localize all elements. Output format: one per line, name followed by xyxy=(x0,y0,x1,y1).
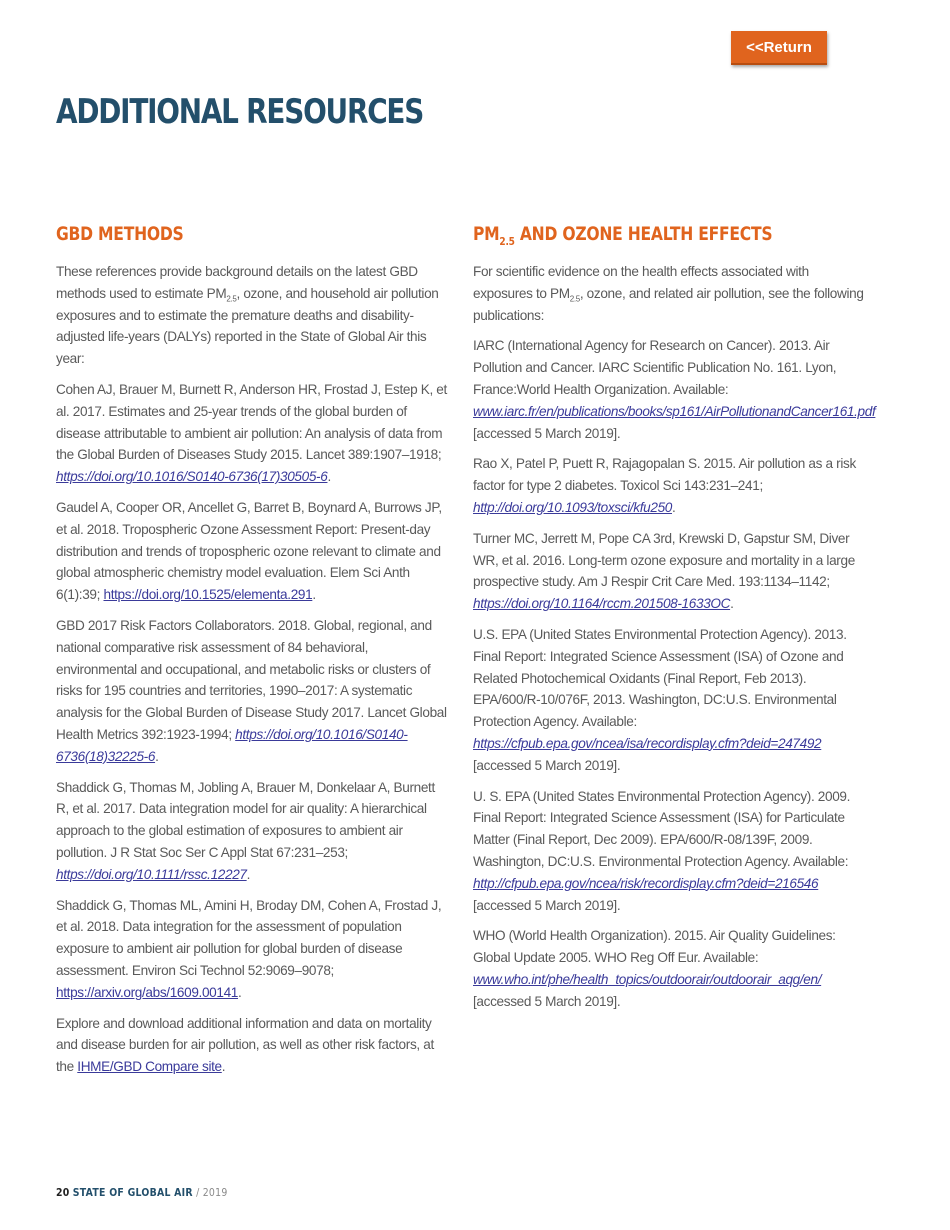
reference-link[interactable]: https://cfpub.epa.gov/ncea/isa/recordisplay.cfm?deid=247492 xyxy=(473,735,822,751)
reference-item: Cohen AJ, Brauer M, Burnett R, Anderson HR, Frostad J, Estep K, et al. 2017. Estimates and 25-year trends of the global burden of disease attributable to ambient air pollution: An analysis of data from the Global Burden of Diseases Study 2015. Lancet 389:1907–1918; https://doi.org/10.1016/S0140-6736(17)30505-6. xyxy=(56,381,447,485)
reference-item: U.S. EPA (United States Environmental Protection Agency). 2013. Final Report: Integrated Science Assessment (ISA) of Ozone and Related Photochemical Oxidants (Final Report, Feb 2013). EPA/600/R-10/076F, 2013. Washington, DC:U.S. Environmental Protection Agency. Available: https://cfpub.epa.gov/ncea/isa/recordisplay.cfm?deid=247492 [accessed 5 March 2019]. xyxy=(473,626,847,773)
health-effects-heading: $PM_{2.5}$ AND OZONE HEALTH EFFECTS xyxy=(473,223,773,248)
page-number: 20 xyxy=(56,1186,70,1199)
footer-separator: / xyxy=(192,1186,203,1199)
reference-item: WHO (World Health Organization). 2015. Air Quality Guidelines: Global Update 2005. WHO Reg Off Eur. Available: www.who.int/phe/health_topics/outdoorair/outdoorair_aqg/en/ [accessed 5 March 2019]. xyxy=(473,928,836,1009)
reference-item: U. S. EPA (United States Environmental Protection Agency). 2009. Final Report: Integrated Science Assessment (ISA) for Particulate Matter (Final Report, Dec 2009). EPA/600/R-08/139F, 2009. Washington, DC:U.S. Environmental Protection Agency. Available: http://cfpub.epa.gov/ncea/risk/recordisplay.cfm?deid=216546 [accessed 5 March 2019]. xyxy=(473,788,851,913)
reference-item: IARC (International Agency for Research on Cancer). 2013. Air Pollution and Cancer. IARC Scientific Publication No. 161. Lyon, France:World Health Organization. Available: www.iarc.fr/en/publications/books/sp161/AirPollutionandCancer161.pdf [accessed 5 March 2019]. xyxy=(473,338,876,441)
gbd-methods-intro: These references provide background details on the latest GBD methods used to estimate $PM_{2.5}$, ozone, and household air pollution exposures and to estimate the premature deaths and disability-adjusted life-years (DALYs) reported in the State of Global Air this year: xyxy=(56,264,439,367)
page-footer xyxy=(56,1186,228,1199)
gbd-methods-column xyxy=(56,224,450,1087)
ihme-gbd-compare-link[interactable]: IHME/GBD Compare site xyxy=(77,1059,222,1075)
publication-name: STATE OF GLOBAL AIR xyxy=(72,1186,193,1199)
reference-link[interactable]: https://doi.org/10.1164/rccm.201508-1633OC xyxy=(473,596,731,612)
reference-item: GBD 2017 Risk Factors Collaborators. 2018. Global, regional, and national comparative risk assessment of 84 behavioral, environmental and occupational, and metabolic risks or clusters of risks for 195 countries and territories, 1990–2017: A systematic analysis for the Global Burden of Disease Study 2017. Lancet Global Health Metrics 392:1923-1994; https://doi.org/10.1016/S0140-6736(18)32225-6. xyxy=(56,617,447,764)
reference-link[interactable]: https://doi.org/10.1016/S0140-6736(18)32225-6 xyxy=(56,726,408,764)
reference-link[interactable]: http://doi.org/10.1093/toxsci/kfu250 xyxy=(473,499,672,515)
reference-item: Turner MC, Jerrett M, Pope CA 3rd, Krewski D, Gapstur SM, Diver WR, et al. 2016. Long-term ozone exposure and mortality in a large prospective study. Am J Respir Crit Care Med. 193:1134–1142; https://doi.org/10.1164/rccm.201508-1633OC. xyxy=(473,530,855,612)
reference-item: Gaudel A, Cooper OR, Ancellet G, Barret B, Boynard A, Burrows JP, et al. 2018. Tropospheric Ozone Assessment Report: Present-day distribution and trends of tropospheric ozone relevant to climate and global atmospheric chemistry model evaluation. Elem Sci Anth 6(1):39; https://doi.org/10.1525/elementa.291. xyxy=(56,499,442,603)
page-title: ADDITIONAL RESOURCES xyxy=(56,92,424,132)
return-button[interactable]: <<Return xyxy=(731,31,827,65)
gbd-methods-heading: GBD METHODS xyxy=(56,223,184,245)
reference-item: Shaddick G, Thomas ML, Amini H, Broday DM, Cohen A, Frostad J, et al. 2018. Data integration for the assessment of population exposure to ambient air pollution for global burden of disease assessment. Environ Sci Technol 52:9069–9078; https://arxiv.org/abs/1609.00141. xyxy=(56,897,442,1000)
reference-item: Shaddick G, Thomas M, Jobling A, Brauer M, Donkelaar A, Burnett R, et al. 2017. Data integration model for air quality: A hierarchical approach to the global estimation of exposures to ambient air pollution. J R Stat Soc Ser C Appl Stat 67:231–253; https://doi.org/10.1111/rssc.12227. xyxy=(56,779,435,882)
reference-link[interactable]: https://doi.org/10.1111/rssc.12227 xyxy=(56,866,247,882)
health-effects-column xyxy=(473,223,876,1022)
reference-link[interactable]: www.who.int/phe/health_topics/outdoorair/outdoorair_aqg/en/ xyxy=(473,971,822,987)
reference-link[interactable]: https://doi.org/10.1525/elementa.291 xyxy=(103,587,313,603)
health-effects-intro: For scientific evidence on the health effects associated with exposures to $PM_{2.5}$, ozone, and related air pollution, see the following publications: xyxy=(473,264,864,323)
reference-link[interactable]: http://cfpub.epa.gov/ncea/risk/recordisplay.cfm?deid=216546 xyxy=(473,875,819,891)
publication-year: 2019 xyxy=(202,1186,228,1199)
reference-link[interactable]: https://arxiv.org/abs/1609.00141 xyxy=(56,984,239,1000)
reference-item: Rao X, Patel P, Puett R, Rajagopalan S. 2015. Air pollution as a risk factor for type 2 diabetes. Toxicol Sci 143:231–241; http://doi.org/10.1093/toxsci/kfu250. xyxy=(473,456,856,515)
reference-link[interactable]: www.iarc.fr/en/publications/books/sp161/AirPollutionandCancer161.pdf xyxy=(473,403,876,419)
explore-paragraph: Explore and download additional information and data on mortality and disease burden for air pollution, as well as other risk factors, at the IHME/GBD Compare site. xyxy=(56,1015,434,1075)
reference-link[interactable]: https://doi.org/10.1016/S0140-6736(17)30505-6 xyxy=(56,469,328,485)
